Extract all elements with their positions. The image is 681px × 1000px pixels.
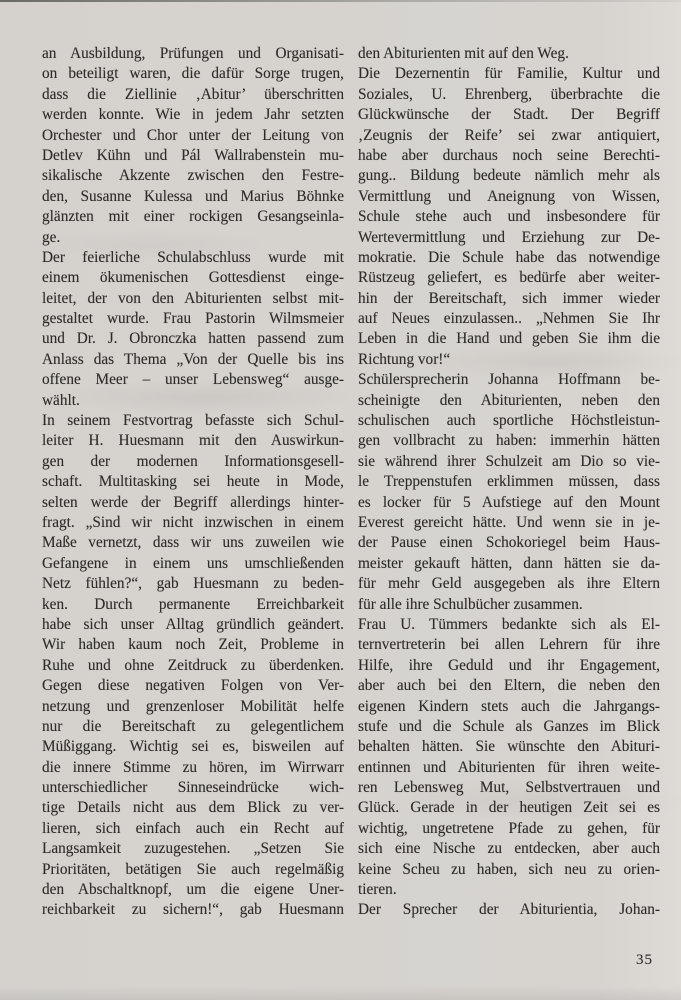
text-line: Langsamkeit zuzugestehen. „Setzen Sie bbox=[42, 840, 344, 858]
text-line: gen der modernen Informationsgesell- bbox=[42, 452, 344, 470]
text-line: nur die Bereitschaft zu gelegentlichem bbox=[42, 717, 344, 735]
text-line: sikalische Akzente zwischen den Festre- bbox=[42, 167, 344, 185]
text-line: werden konnte. Wie in jedem Jahr setzten bbox=[42, 106, 344, 124]
text-line: reichbarkeit zu sichern!“, gab Huesmann bbox=[42, 901, 344, 919]
text-line: Der feierliche Schulabschluss wurde mit bbox=[42, 248, 344, 266]
text-line: unterschiedlicher Sinneseindrücke wich- bbox=[42, 779, 344, 797]
text-line: Detlev Kühn und Pál Wallrabenstein mu- bbox=[42, 146, 344, 164]
text-line: der Pause einen Schokoriegel beim Haus- bbox=[358, 534, 660, 552]
text-line: mokratie. Die Schule habe das notwendige bbox=[358, 248, 660, 266]
text-line: Schülersprecherin Johanna Hoffmann be- bbox=[358, 371, 660, 389]
text-line: einem ökumenischen Gottesdienst einge- bbox=[42, 269, 344, 287]
text-line: ren Lebensweg Mut, Selbstvertrauen und bbox=[358, 779, 660, 797]
text-line: habe sich unser Alltag gründlich geändert. bbox=[42, 615, 344, 633]
text-line: Die Dezernentin für Familie, Kultur und bbox=[358, 65, 660, 83]
text-line: Rüstzeug geliefert, es bedürfe aber weiter- bbox=[358, 269, 660, 287]
text-line: eigenen Kindern stets auch die Jahrgangs- bbox=[358, 697, 660, 715]
text-line: wichtig, ungetretene Pfade zu gehen, für bbox=[358, 819, 660, 837]
text-line: und Dr. J. Obronczka hatten passend zum bbox=[42, 330, 344, 348]
text-line: Prioritäten, betätigen Sie auch regelmäßig bbox=[42, 860, 344, 878]
text-line: Orchester und Chor unter der Leitung von bbox=[42, 126, 344, 144]
text-line: sie während ihrer Schulzeit am Dio so vie- bbox=[358, 452, 660, 470]
text-line: gen vollbracht zu haben: immerhin hätten bbox=[358, 432, 660, 450]
text-line: Leben in die Hand und geben Sie ihm die bbox=[358, 330, 660, 348]
text-line: entinnen und Abiturienten für ihren weite- bbox=[358, 758, 660, 776]
text-line: ken. Durch permanente Erreichbarkeit bbox=[42, 595, 344, 613]
page-number: 35 bbox=[636, 952, 653, 968]
text-line: Der Sprecher der Abiturientia, Johan- bbox=[358, 901, 660, 919]
text-line: on beteiligt waren, die dafür Sorge trugen, bbox=[42, 65, 344, 83]
text-line: Maße vernetzt, dass wir uns zuweilen wie bbox=[42, 534, 344, 552]
text-line: aber auch bei den Eltern, die neben den bbox=[358, 677, 660, 695]
text-line: Schule stehe auch und insbesondere für bbox=[358, 208, 660, 226]
text-line: ge. bbox=[42, 228, 61, 246]
text-line: meister gekauft hätten, dann hätten sie da- bbox=[358, 554, 660, 572]
text-line: den Abschaltknopf, um die eigene Uner- bbox=[42, 881, 344, 899]
text-line: schaft. Multitasking sei heute in Mode, bbox=[42, 473, 344, 491]
text-line: behalten hätten. Sie wünschte den Abituri- bbox=[358, 738, 660, 756]
text-line: die innere Stimme zu hören, im Wirrwarr bbox=[42, 758, 344, 776]
text-line: für mehr Geld ausgegeben als ihre Eltern bbox=[358, 575, 660, 593]
text-column-right bbox=[358, 44, 660, 921]
text-line: stufe und die Schule als Ganzes im Blick bbox=[358, 717, 660, 735]
text-line: Wertevermittlung und Erziehung zur De- bbox=[358, 228, 660, 246]
text-line: es locker für 5 Aufstiege auf den Mount bbox=[358, 493, 660, 511]
text-line: Gefangene in einem uns umschließenden bbox=[42, 554, 344, 572]
text-line: Glückwünsche der Stadt. Der Begriff bbox=[358, 106, 660, 124]
text-line: Soziales, U. Ehrenberg, überbrachte die bbox=[358, 85, 660, 103]
text-line: schulischen auch sportliche Höchstleistun- bbox=[358, 412, 660, 430]
text-line: keine Scheu zu haben, sich neu zu orien- bbox=[358, 860, 660, 878]
text-line: glänzten mit einer rockigen Gesangseinla- bbox=[42, 208, 344, 226]
text-line: hin der Bereitschaft, sich immer wieder bbox=[358, 289, 660, 307]
text-line: an Ausbildung, Prüfungen und Organisati- bbox=[42, 45, 344, 62]
text-line: In seinem Festvortrag befasste sich Schul- bbox=[42, 412, 344, 430]
text-line: habe aber durchaus noch seine Berechti- bbox=[358, 146, 660, 164]
text-line: netzung und grenzenloser Mobilität helfe bbox=[42, 697, 344, 715]
text-column-left bbox=[42, 44, 344, 921]
text-line: Richtung vor!“ bbox=[358, 350, 451, 368]
text-line: Frau U. Tümmers bedankte sich als El- bbox=[358, 615, 660, 633]
text-line: Hilfe, ihre Geduld und ihr Engagement, bbox=[358, 656, 660, 674]
text-line: dass die Ziellinie ‚Abitur’ überschritten bbox=[42, 85, 344, 103]
text-line: auf Neues einzulassen.. „Nehmen Sie Ihr bbox=[358, 310, 660, 328]
text-line: wählt. bbox=[42, 391, 80, 409]
text-line: fragt. „Sind wir nicht inzwischen in einem bbox=[42, 513, 344, 531]
text-line: leiter H. Huesmann mit den Auswirkun- bbox=[42, 432, 344, 450]
text-line: Wir haben kaum noch Zeit, Probleme in bbox=[42, 636, 344, 654]
text-line: gestaltet wurde. Frau Pastorin Wilmsmeier bbox=[42, 310, 344, 328]
text-line: le Treppenstufen erklimmen müssen, dass bbox=[358, 473, 660, 491]
text-line: Anlass das Thema „Von der Quelle bis ins bbox=[42, 350, 344, 368]
text-line: Glück. Gerade in der heutigen Zeit sei es bbox=[358, 799, 660, 817]
text-line: den Abiturienten mit auf den Weg. bbox=[358, 45, 569, 62]
text-line: Müßiggang. Wichtig sei es, bisweilen auf bbox=[42, 738, 344, 756]
text-line: gung.. Bildung bedeute nämlich mehr als bbox=[358, 167, 660, 185]
text-line: selten werde der Begriff allerdings hinter- bbox=[42, 493, 344, 511]
text-line: scheinigte den Abiturienten, neben den bbox=[358, 391, 660, 409]
text-line: tieren. bbox=[358, 881, 397, 899]
text-line: den, Susanne Kulessa und Marius Böhnke bbox=[42, 187, 344, 205]
text-line: tige Details nicht aus dem Blick zu ver- bbox=[42, 799, 344, 817]
text-line: offene Meer – unser Lebensweg“ ausge- bbox=[42, 371, 344, 389]
text-line: Netz fühlen?“, gab Huesmann zu beden- bbox=[42, 575, 344, 593]
text-line: Everest gereicht hätte. Und wenn sie in je- bbox=[358, 513, 660, 531]
text-line: Gegen diese negativen Folgen von Ver- bbox=[42, 677, 344, 695]
text-line: Vermittlung und Aneignung von Wissen, bbox=[358, 187, 660, 205]
text-line: leitet, der von den Abiturienten selbst mit- bbox=[42, 289, 344, 307]
text-line: lieren, sich einfach auch ein Recht auf bbox=[42, 819, 344, 837]
text-line: ternvertreterin bei allen Lehrern für ihre bbox=[358, 636, 660, 654]
text-line: sich eine Nische zu entdecken, aber auch bbox=[358, 840, 660, 858]
text-line: ‚Zeugnis der Reife’ sei zwar antiquiert, bbox=[358, 126, 660, 144]
scan-edge-bottom bbox=[0, 986, 681, 1000]
text-line: Ruhe und ohne Zeitdruck zu überdenken. bbox=[42, 656, 344, 674]
text-line: für alle ihre Schulbücher zusammen. bbox=[358, 595, 583, 613]
